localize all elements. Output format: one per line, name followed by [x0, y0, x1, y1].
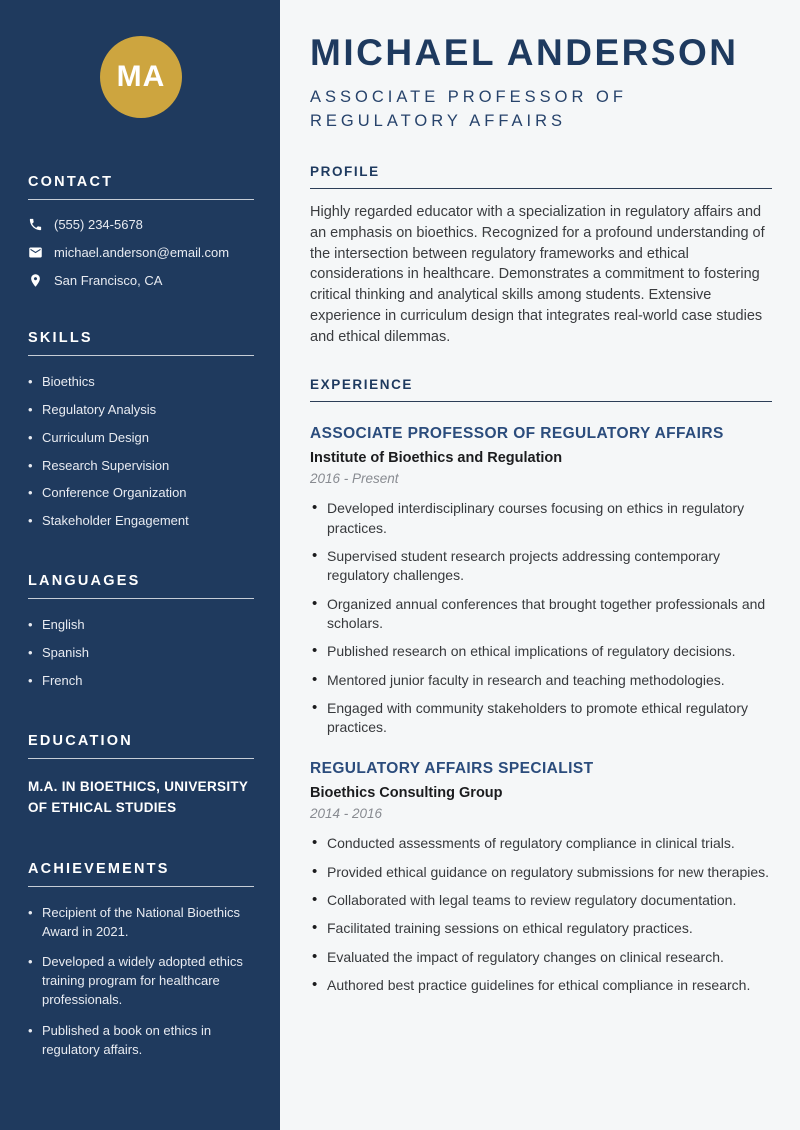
skill-item: • Stakeholder Engagement — [28, 512, 254, 531]
job-company: Institute of Bioethics and Regulation — [310, 450, 563, 467]
languages-heading: LANGUAGES — [28, 573, 254, 599]
skill-item: • Conference Organization — [28, 484, 254, 503]
education-degree: M.A. IN BIOETHICS, UNIVERSITY OF ETHICAL STUDIES — [28, 778, 248, 816]
person-name: MICHAEL ANDERSON — [310, 32, 739, 73]
job-bullet: • Engaged with community stakeholders to promote ethical regulatory practices. — [310, 699, 772, 738]
contact-section — [28, 174, 254, 288]
experience-job-2 — [310, 760, 772, 995]
experience-job-1 — [310, 425, 772, 737]
achievements-section — [28, 861, 254, 1060]
job-dates: 2014 - 2016 — [310, 806, 383, 822]
profile-heading: PROFILE — [310, 164, 772, 189]
location-icon — [28, 273, 43, 288]
job-bullet: • Conducted assessments of regulatory compliance in clinical trials. — [310, 834, 772, 853]
job-bullet: • Authored best practice guidelines for ethical compliance in research. — [310, 976, 772, 995]
avatar — [100, 36, 182, 118]
experience-heading: EXPERIENCE — [310, 377, 772, 402]
job-bullet: • Developed interdisciplinary courses focusing on ethics in regulatory practices. — [310, 499, 772, 538]
achievement-item: • Developed a widely adopted ethics training program for healthcare professionals. — [28, 953, 254, 1010]
contact-phone-row — [28, 217, 254, 232]
skills-heading: SKILLS — [28, 330, 254, 356]
job-title: ASSOCIATE PROFESSOR OF REGULATORY AFFAIRS — [310, 425, 724, 443]
profile-section — [310, 164, 772, 347]
job-bullet: • Evaluated the impact of regulatory changes on clinical research. — [310, 948, 772, 967]
profile-text: Highly regarded educator with a specialization in regulatory affairs and an emphasis on bioethics. Recognized for a profound understanding of the intersection between regulatory frameworks and ethical considerations in healthcare. Demonstrates a commitment to fostering critical thinking and analytical skills among students. Extensive experience in curriculum design that integrates real-world case studies and ethical dilemmas. — [310, 204, 765, 345]
sidebar — [0, 0, 280, 1130]
job-bullet: • Published research on ethical implications of regulatory decisions. — [310, 642, 772, 661]
experience-section — [310, 377, 772, 995]
skill-item: • Research Supervision — [28, 457, 254, 476]
contact-location-row — [28, 273, 254, 288]
job-company: Bioethics Consulting Group — [310, 785, 503, 802]
job-bullet: • Organized annual conferences that brought together professionals and scholars. — [310, 595, 772, 634]
skill-item: • Curriculum Design — [28, 429, 254, 448]
education-heading: EDUCATION — [28, 733, 254, 759]
language-item: • French — [28, 672, 254, 691]
main-column — [280, 0, 800, 1130]
skill-item: • Bioethics — [28, 373, 254, 392]
contact-email-row — [28, 245, 254, 260]
job-bullet: • Supervised student research projects addressing contemporary regulatory challenges. — [310, 547, 772, 586]
contact-email-text: michael.anderson@email.com — [54, 245, 230, 260]
language-item: • English — [28, 616, 254, 635]
achievements-heading: ACHIEVEMENTS — [28, 861, 254, 887]
languages-list — [28, 616, 254, 691]
job-title: REGULATORY AFFAIRS SPECIALIST — [310, 760, 594, 778]
avatar-container — [28, 36, 254, 118]
job-dates: 2016 - Present — [310, 471, 399, 487]
languages-section — [28, 573, 254, 691]
language-item: • Spanish — [28, 644, 254, 663]
education-section — [28, 733, 254, 819]
job-bullet-list — [310, 834, 772, 995]
job-bullet: • Provided ethical guidance on regulatory submissions for new therapies. — [310, 863, 772, 882]
job-bullet: • Mentored junior faculty in research and teaching methodologies. — [310, 671, 772, 690]
contact-phone-text: (555) 234-5678 — [54, 217, 143, 232]
skills-list — [28, 373, 254, 531]
achievements-list — [28, 904, 254, 1060]
contact-location-text: San Francisco, CA — [54, 273, 163, 288]
person-title: ASSOCIATE PROFESSOR OF REGULATORY AFFAIRS — [310, 87, 627, 131]
job-bullet-list — [310, 499, 772, 737]
phone-icon — [28, 217, 43, 232]
skills-section — [28, 330, 254, 531]
contact-heading: CONTACT — [28, 174, 254, 200]
skill-item: • Regulatory Analysis — [28, 401, 254, 420]
email-icon — [28, 245, 43, 260]
achievement-item: • Recipient of the National Bioethics Award in 2021. — [28, 904, 254, 942]
achievement-item: • Published a book on ethics in regulatory affairs. — [28, 1022, 254, 1060]
job-bullet: • Facilitated training sessions on ethical regulatory practices. — [310, 919, 772, 938]
avatar-initials: MA — [116, 60, 166, 93]
job-bullet: • Collaborated with legal teams to review regulatory documentation. — [310, 891, 772, 910]
